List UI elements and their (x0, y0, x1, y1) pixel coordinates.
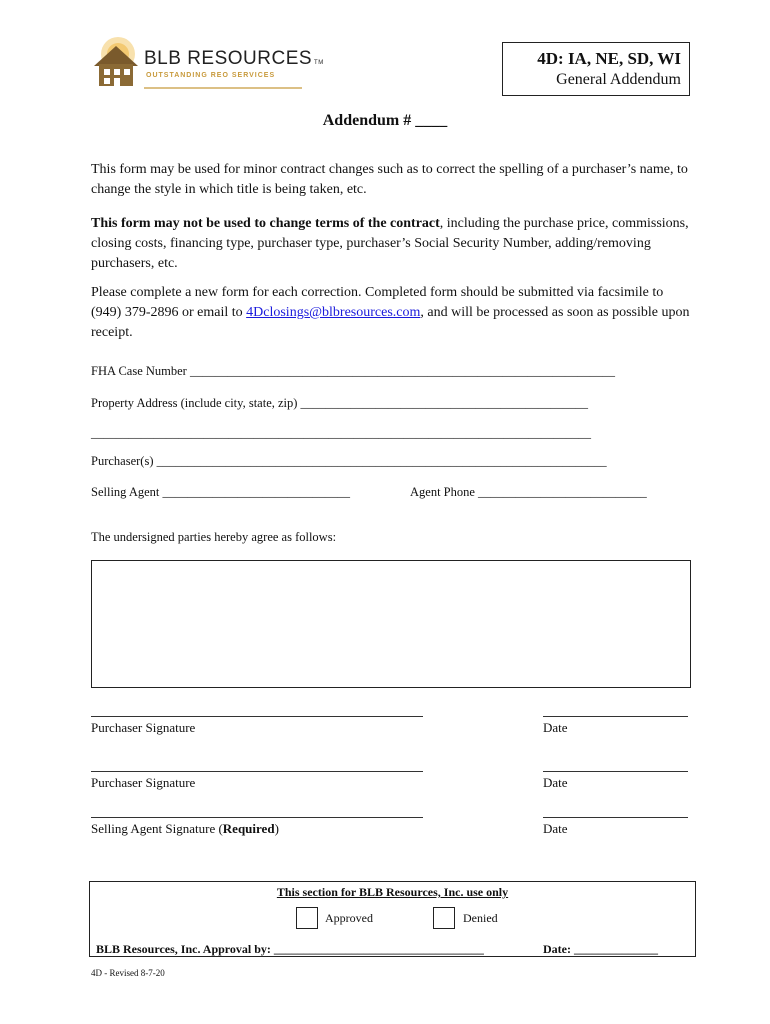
logo-title: BLB RESOURCES TM (144, 48, 324, 69)
submission-text: Please complete a new form for each correction. Completed form should be submitted via facsimile to (949) 379-2896 or email to (91, 285, 664, 320)
denied-checkbox[interactable] (433, 907, 455, 929)
property-address-field[interactable]: Property Address (include city, state, zip) ______________________________________________ (91, 396, 589, 410)
agent-signature-label: Selling Agent Signature (Required) (91, 821, 279, 836)
approved-checkbox[interactable] (296, 907, 318, 929)
signature-line (91, 817, 423, 818)
restriction-bold: This form may not be used to change terms of the contract (91, 216, 440, 231)
restriction-paragraph (91, 214, 691, 274)
form-code-box (502, 42, 690, 96)
intro-paragraph: This form may be used for minor contract changes such as to correct the spelling of a purchaser’s name, to change the style in which title is being taken, etc. (91, 162, 688, 197)
property-address-line2-field[interactable]: ________________________________________________________________________________ (91, 426, 591, 440)
addendum-title: Addendum # ____ (322, 112, 448, 129)
approved-label: Approved (325, 911, 373, 925)
purchaser-signature-label-1: Purchaser Signature (91, 720, 196, 735)
agent-phone-field[interactable]: Agent Phone ___________________________ (410, 485, 647, 499)
denied-label: Denied (463, 911, 498, 925)
date-line (543, 716, 688, 717)
date-label-3: Date (543, 821, 568, 836)
submission-paragraph (91, 283, 691, 343)
restriction-rest: , including the purchase price, commissions, closing costs, financing type, purchaser type, purchaser’s Social Security Number, adding/removing purchasers, etc. (91, 216, 689, 271)
submission-text-end: , and will be processed as soon as possible upon receipt. (91, 305, 690, 340)
email-link[interactable]: 4Dclosings@blbresources.com (246, 305, 421, 320)
revision-footer: 4D - Revised 8-7-20 (91, 968, 165, 978)
blb-section-title: This section for BLB Resources, Inc. use only (276, 885, 509, 899)
date-line (543, 771, 688, 772)
fha-case-field[interactable]: FHA Case Number ____________________________________________________________________ (91, 364, 615, 378)
purchasers-field[interactable]: Purchaser(s) ________________________________________________________________________ (91, 454, 607, 468)
selling-agent-field[interactable]: Selling Agent ______________________________ (91, 485, 351, 499)
logo-subtitle: OUTSTANDING REO SERVICES (146, 72, 276, 79)
signature-line (91, 771, 423, 772)
purchaser-signature-label-2: Purchaser Signature (91, 775, 196, 790)
agreement-textbox[interactable] (91, 560, 691, 688)
date-line (543, 817, 688, 818)
date-label-1: Date (543, 720, 568, 735)
date-label-2: Date (543, 775, 568, 790)
logo-trademark: TM (314, 60, 324, 66)
agree-text: The undersigned parties hereby agree as follows: (91, 530, 337, 544)
form-code: 4D: IA, NE, SD, WI (537, 49, 681, 68)
approval-date-field[interactable]: Date: ______________ (543, 942, 658, 956)
signature-line (91, 716, 423, 717)
form-name: General Addendum (556, 71, 681, 88)
approval-by-field[interactable]: BLB Resources, Inc. Approval by: ___________________________________ (96, 942, 484, 956)
